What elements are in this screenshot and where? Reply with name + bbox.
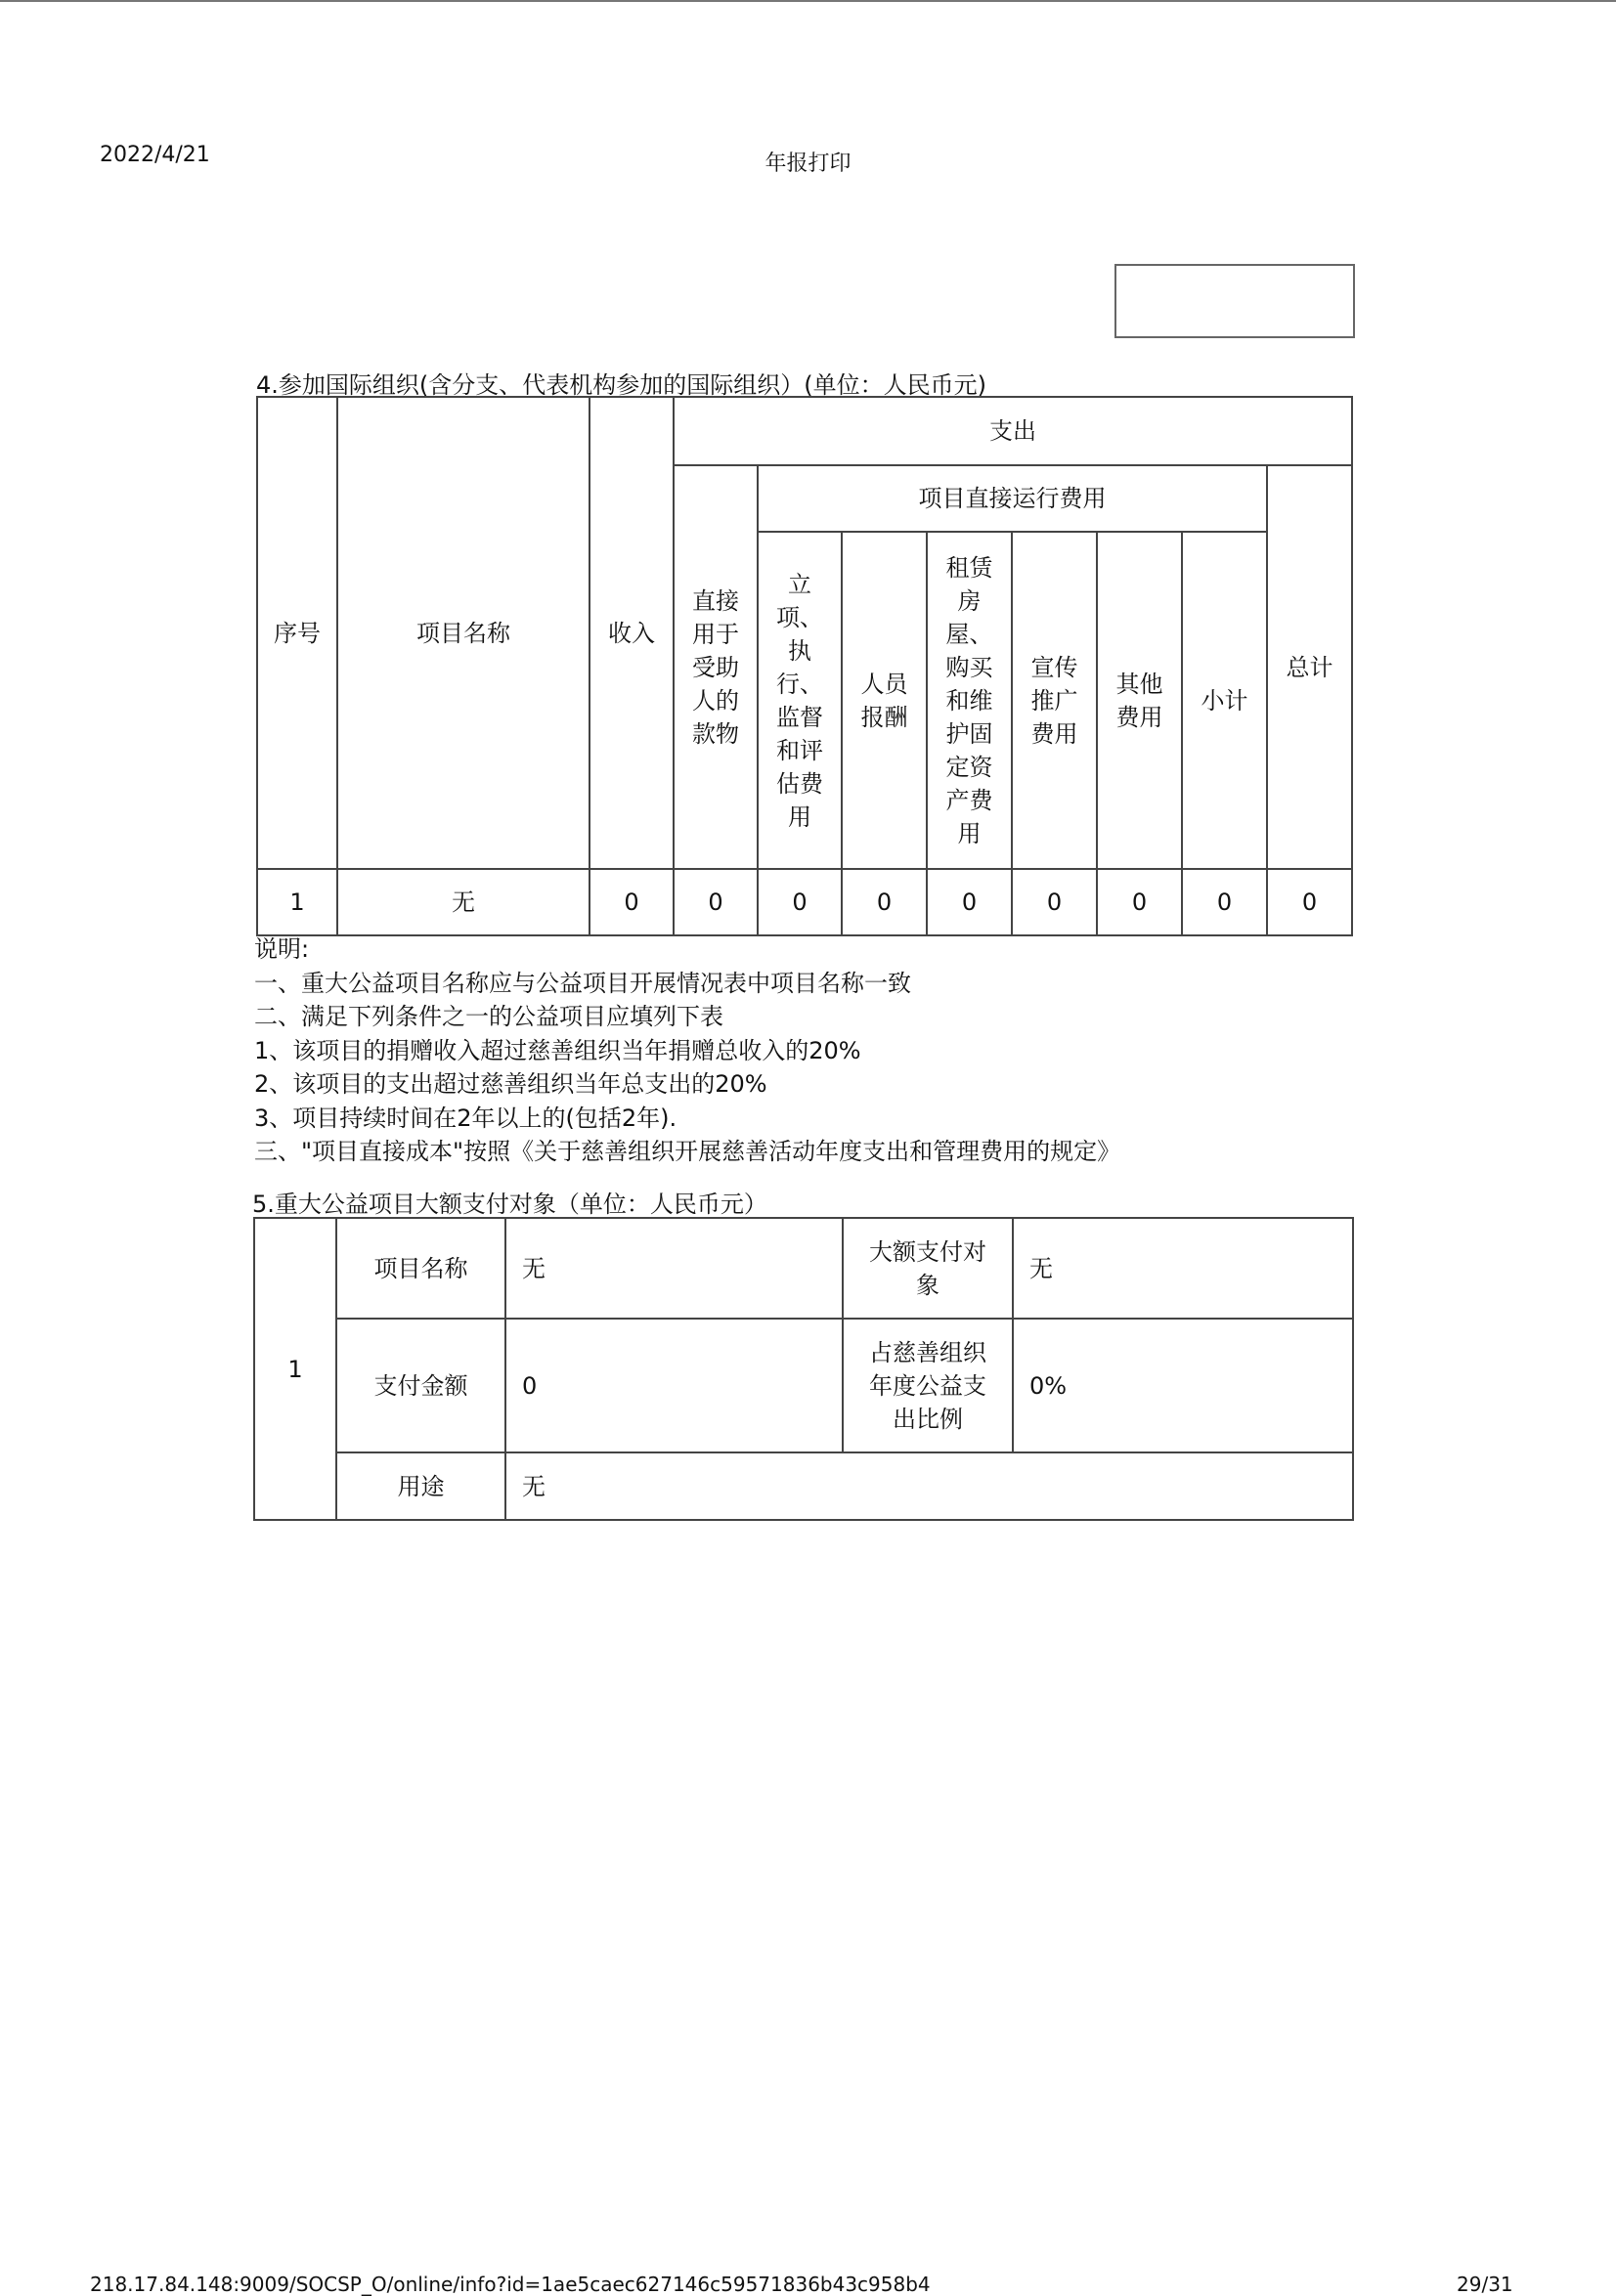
cell-direct-aid: 0	[674, 869, 758, 935]
note-item: 3、项目持续时间在2年以上的(包括2年).	[254, 1104, 677, 1132]
header-other	[1097, 532, 1182, 869]
cell-income: 0	[590, 869, 674, 935]
note-item: 1、该项目的捐赠收入超过慈善组织当年捐赠总收入的20%	[254, 1036, 861, 1064]
header-subtotal: 小计	[1182, 532, 1267, 869]
header-other-text: 其他费用	[1115, 670, 1163, 731]
cell-staff: 0	[842, 869, 927, 935]
note-item: 三、"项目直接成本"按照《关于慈善组织开展慈善活动年度支出和管理费用的规定》	[254, 1138, 1121, 1165]
label-payee	[843, 1218, 1013, 1319]
value-payee: 无	[1013, 1218, 1353, 1319]
notes-heading: 说明:	[254, 935, 310, 963]
cell-seq: 1	[257, 869, 337, 935]
header-publicity	[1012, 532, 1097, 869]
footer-url: 218.17.84.148:9009/SOCSP_O/online/info?id=1ae5caec627146c59571836b43c958b4	[90, 2273, 931, 2296]
header-staff	[842, 532, 927, 869]
section5-title: 5.重大公益项目大额支付对象（单位：人民币元）	[252, 1191, 767, 1218]
table-row	[257, 869, 1352, 935]
cell-subtotal: 0	[1182, 869, 1267, 935]
section4-title: 4.参加国际组织(含分支、代表机构参加的国际组织）(单位：人民币元)	[256, 371, 986, 399]
header-rent	[927, 532, 1012, 869]
note-item: 一、重大公益项目名称应与公益项目开展情况表中项目名称一致	[254, 969, 911, 997]
value-amount: 0	[505, 1319, 843, 1452]
large-payment-table	[253, 1217, 1354, 1521]
cell-project-name: 无	[337, 869, 590, 935]
cell-total: 0	[1267, 869, 1352, 935]
label-ratio-text: 占慈善组织年度公益支出比例	[869, 1338, 986, 1433]
value-project-name: 无	[505, 1218, 843, 1319]
value-purpose: 无	[505, 1452, 1353, 1520]
label-payee-text: 大额支付对象	[869, 1237, 986, 1299]
cell-publicity: 0	[1012, 869, 1097, 935]
label-ratio	[843, 1319, 1013, 1452]
value-ratio: 0%	[1013, 1319, 1353, 1452]
cell-establish: 0	[758, 869, 842, 935]
note-item: 二、满足下列条件之一的公益项目应填列下表	[254, 1003, 723, 1030]
header-seq: 序号	[257, 397, 337, 869]
cell-seq: 1	[254, 1218, 336, 1520]
header-direct-aid-text: 直接用于受助人的款物	[692, 586, 739, 748]
label-purpose: 用途	[336, 1452, 505, 1520]
header-publicity-text: 宣传推广费用	[1030, 653, 1078, 748]
stamp-box	[1114, 264, 1355, 338]
page-top-border	[0, 0, 1616, 2]
header-establish-text: 立项、执行、监督和评估费用	[776, 570, 823, 831]
header-direct-aid	[674, 465, 758, 869]
note-item: 2、该项目的支出超过慈善组织当年总支出的20%	[254, 1070, 767, 1098]
header-total: 总计	[1267, 465, 1352, 869]
cell-rent: 0	[927, 869, 1012, 935]
page-header-title: 年报打印	[764, 152, 852, 176]
header-establish	[758, 532, 842, 869]
header-income: 收入	[590, 397, 674, 869]
page-number: 29/31	[1457, 2273, 1513, 2296]
notes	[254, 932, 1120, 1169]
header-op-costs: 项目直接运行费用	[758, 465, 1267, 532]
header-rent-text: 租赁房屋、购买和维护固定资产费用	[945, 553, 993, 847]
header-staff-text: 人员报酬	[860, 670, 908, 731]
cell-other: 0	[1097, 869, 1182, 935]
label-amount: 支付金额	[336, 1319, 505, 1452]
label-project-name: 项目名称	[336, 1218, 505, 1319]
print-date: 2022/4/21	[100, 143, 210, 167]
header-project-name: 项目名称	[337, 397, 590, 869]
header-expense: 支出	[674, 397, 1352, 465]
international-org-table	[256, 396, 1353, 936]
